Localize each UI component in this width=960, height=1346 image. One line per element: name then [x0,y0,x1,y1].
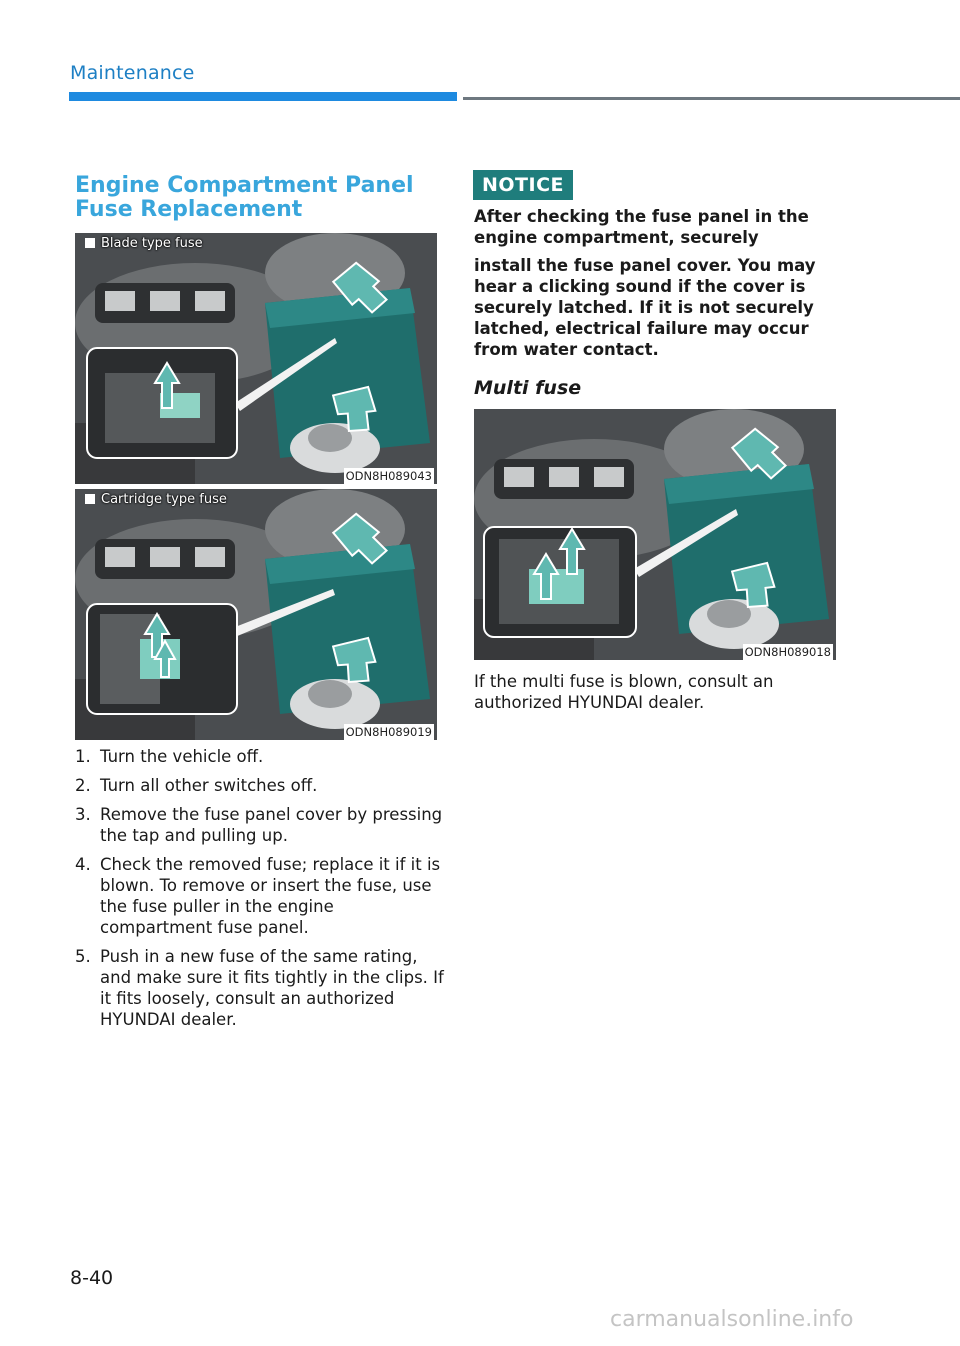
step-number: 5. [75,947,91,966]
header-rule-accent [69,92,457,101]
watermark: carmanualsonline.info [610,1307,854,1332]
step-text: Check the removed fuse; replace it if it is blown. To remove or insert the fuse, use the fuse puller in the engine compartment fuse panel. [100,855,441,937]
procedure-steps [75,746,445,1038]
step-number: 3. [75,805,91,824]
notice-paragraph: install the fuse panel cover. You may hear a clicking sound if the cover is securely latched. If it is not securely latched, electrical failure may occur from water contact. [474,256,816,359]
page-title: Engine Compartment Panel Fuse Replacement [75,173,414,222]
notice-paragraph: After checking the fuse panel in the engine compartment, securely [474,207,809,247]
figure-caption-text: Blade type fuse [101,236,203,251]
multi-fuse-heading: Multi fuse [474,377,582,399]
list-item [75,946,445,1030]
figure-code: ODN8H089018 [744,645,831,659]
list-item [75,775,445,796]
list-item [75,804,445,846]
list-item [75,854,445,938]
bullet-square-icon [85,494,95,504]
header-rule [463,97,960,100]
notice-text [474,206,834,367]
figure-blade-fuse [75,233,437,484]
engine-bay-illustration [75,489,437,740]
step-number: 2. [75,776,91,795]
engine-bay-illustration [474,409,836,660]
notice-badge: NOTICE [473,170,573,200]
figure-code: ODN8H089043 [345,469,432,483]
figure-code: ODN8H089019 [345,725,432,739]
page-number: 8-40 [70,1267,114,1289]
figure-caption-text: Cartridge type fuse [101,492,227,507]
figure-multi-fuse [474,409,836,660]
list-item [75,746,445,767]
bullet-square-icon [85,238,95,248]
section-label: Maintenance [70,62,195,84]
multi-fuse-text: If the multi fuse is blown, consult an authorized HYUNDAI dealer. [474,672,774,712]
step-text: Turn all other switches off. [100,776,318,795]
step-text: Turn the vehicle off. [100,747,264,766]
step-number: 1. [75,747,91,766]
figure-caption [85,236,203,251]
step-text: Push in a new fuse of the same rating, and make sure it fits tightly in the clips. If it fits loosely, consult an authorized HYUNDAI dealer. [100,947,444,1029]
figure-cartridge-fuse [75,489,437,740]
figure-caption [85,492,227,507]
step-number: 4. [75,855,91,874]
engine-bay-illustration [75,233,437,484]
step-text: Remove the fuse panel cover by pressing the tap and pulling up. [100,805,443,845]
